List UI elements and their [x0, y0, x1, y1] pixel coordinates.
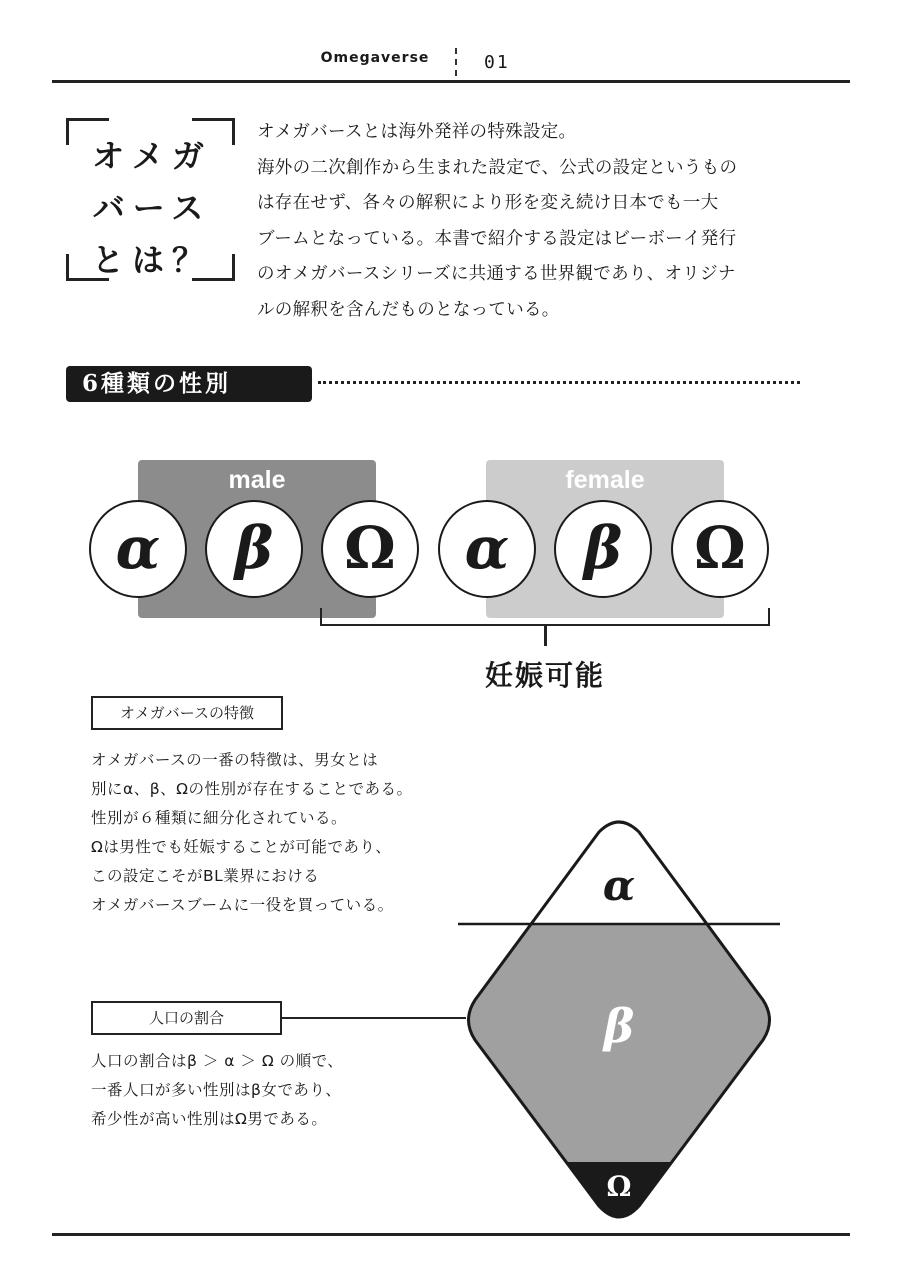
male-beta-circle: β — [205, 500, 303, 598]
female-beta-circle: β — [554, 500, 652, 598]
features-line: オメガバースの一番の特徴は、男女とは — [91, 751, 379, 769]
intro-paragraph — [257, 115, 797, 328]
title-line: オメガ — [92, 137, 212, 175]
title-line: バース — [92, 189, 212, 227]
intro-line: 海外の二次創作から生まれた設定で、公式の設定というもの — [257, 157, 738, 178]
diamond-omega-label: Ω — [606, 1170, 632, 1203]
pregnancy-bracket-tick — [544, 626, 547, 646]
female-omega-circle: Ω — [671, 500, 769, 598]
diamond-beta-label: β — [603, 999, 635, 1053]
features-tag: オメガバースの特徴 — [91, 696, 283, 730]
bottom-rule — [52, 1233, 850, 1236]
population-diamond — [458, 820, 780, 1222]
female-alpha-circle: α — [438, 500, 536, 598]
features-line: 性別が６種類に細分化されている。 — [91, 809, 348, 827]
section-dotted-line — [318, 381, 800, 384]
features-line: この設定こそがBL業界における — [91, 867, 320, 885]
intro-line: は存在せず、各々の解釈により形を変え続け日本でも一大 — [257, 193, 719, 213]
intro-line: オメガバースとは海外発祥の特殊設定。 — [257, 122, 577, 142]
section-heading: 6種類の性別 — [66, 366, 312, 402]
series-title: Omegaverse — [320, 50, 430, 66]
features-line: Ωは男性でも妊娠することが可能であり、 — [91, 838, 392, 856]
intro-line: ブームとなっている。本書で紹介する設定はビーボーイ発行 — [257, 228, 737, 249]
title-line: とは？ — [91, 241, 212, 279]
pregnancy-label: 妊娠可能 — [484, 659, 605, 692]
male-alpha-circle: α — [89, 500, 187, 598]
header-divider — [455, 48, 457, 76]
features-paragraph — [91, 746, 451, 920]
population-line: 希少性が高い性別はΩ男である。 — [91, 1110, 328, 1128]
population-paragraph — [91, 1047, 451, 1134]
male-omega-circle: Ω — [321, 500, 419, 598]
diamond-alpha-label: α — [602, 861, 636, 910]
population-connector-line — [280, 1017, 466, 1019]
pregnancy-bracket — [320, 608, 770, 626]
intro-line: ルの解釈を含んだものとなっている。 — [257, 299, 560, 320]
population-line: 一番人口が多い性別はβ女であり、 — [91, 1081, 342, 1099]
page-title — [82, 130, 222, 286]
population-line: 人口の割合はβ ＞ α ＞ Ω の順で、 — [91, 1052, 344, 1070]
female-label: female — [565, 466, 645, 494]
page-number: 01 — [484, 52, 510, 73]
intro-line: のオメガバースシリーズに共通する世界観であり、オリジナ — [257, 264, 736, 284]
features-line: オメガバースブームに一役を買っている。 — [91, 896, 394, 914]
top-rule — [52, 80, 850, 83]
population-tag: 人口の割合 — [91, 1001, 282, 1035]
male-label: male — [228, 466, 286, 494]
features-line: 別にα、β、Ωの性別が存在することである。 — [91, 780, 413, 798]
